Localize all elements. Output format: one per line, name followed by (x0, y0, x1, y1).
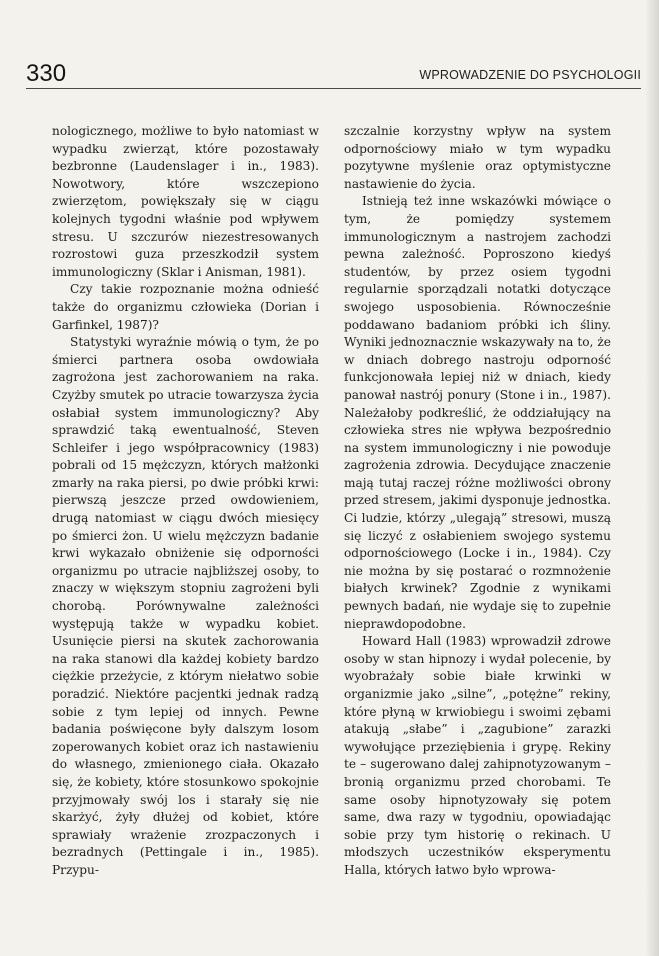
page-edge-shadow (645, 0, 659, 956)
header-rule (26, 88, 641, 89)
page-number: 330 (26, 60, 67, 87)
page-header (26, 58, 641, 94)
paragraph: Howard Hall (1983) wprowadził zdrowe osoby w stan hipnozy i wydał polecenie, by wyobrażały sobie białe krwinki w organizmie jako „silne”, „potężne” rekiny, które płyną w krwiobiegu i swoimi zębami atakują „słabe” i „zagubione” zarazki wywołujące przeziębienia i grypę. Rekiny te – sugerowano dalej zahipnotyzowanym – bronią organizmu przed chorobami. Te same osoby hipnotyzowały się potem same, dwa razy w tygodniu, opowiadając sobie przy tym historię o rekinach. U młodszych uczestników eksperymentu Halla, których łatwo było wprowa- (344, 634, 611, 877)
right-column (344, 123, 611, 880)
running-title: WPROWADZENIE DO PSYCHOLOGII (419, 68, 641, 82)
paragraph: Czy takie rozpoznanie można odnieść także do organizmu człowieka (Dorian i Garfinkel, 1987)? (52, 282, 319, 332)
left-column (52, 123, 319, 880)
paragraph: szczalnie korzystny wpływ na system odpornościowy miało w tym wypadku pozytywne myślenie oraz optymistyczne nastawienie do życia. (344, 124, 611, 191)
paragraph: Istnieją też inne wskazówki mówiące o tym, że pomiędzy systemem immunologicznym a nastrojem zachodzi pewna zależność. Poproszono kiedyś studentów, by przez osiem tygodni regularnie sporządzali notatki dotyczące swojego usposobienia. Równocześnie poddawano badaniom próbki ich śliny. Wyniki jednoznacznie wskazywały na to, że w dniach dobrego nastroju odporność funkcjonowała lepiej niż w dniach, kiedy panował nastrój ponury (Stone i in., 1987). Należałoby podkreślić, że oddziałujący na człowieka stres nie wpływa bezpośrednio na system immunologiczny i nie powoduje zagrożenia zdrowia. Decydujące znaczenie mają tutaj raczej różne możliwości obrony przed stresem, jakimi dysponuje jednostka. Ci ludzie, którzy „ulegają” stresowi, muszą się liczyć z osłabieniem swojego systemu odpornościowego (Locke i in., 1984). Czy nie można by się postarać o rozmnożenie białych krwinek? Zgodnie z wynikami pewnych badań, nie wydaje się to zupełnie nieprawdopodobne. (344, 194, 611, 631)
paragraph: nologicznego, możliwe to było natomiast w wypadku zwierząt, które pozostawały bezbronne (Laudenslager i in., 1983). Nowotwory, które wszczepiono zwierzętom, powiększały się w ciągu kolejnych tygodni właśnie pod wpływem stresu. U szczurów niezestresowanych rozrostowi guza przeszkodził system immunologiczny (Sklar i Anisman, 1981). (52, 124, 319, 279)
paragraph: Statystyki wyraźnie mówią o tym, że po śmierci partnera osoba owdowiała zagrożona jest zachorowaniem na raka. Czyżby smutek po utracie towarzysza życia osłabiał system immunologiczny? Aby sprawdzić taką ewentualność, Steven Schleifer i jego współpracownicy (1983) pobrali od 15 mężczyzn, których małżonki zmarły na raka piersi, po dwie próbki krwi: pierwszą jeszcze przed owdowieniem, drugą natomiast w ciągu dwóch miesięcy po śmierci żon. U wielu mężczyzn badanie krwi wykazało obniżenie się odporności organizmu po utracie najbliższej osoby, to znaczy w większym stopniu zagrożeni byli chorobą. Porównywalne zależności występują także w wypadku kobiet. Usunięcie piersi na skutek zachorowania na raka stanowi dla każdej kobiety bardzo ciężkie przeżycie, z którym niełatwo sobie poradzić. Niektóre pacjentki jednak radzą sobie z tym lepiej od innych. Pewne badania poświęcone były dalszym losom zoperowanych kobiet oraz ich nastawieniu do własnego, zmienionego ciała. Okazało się, że kobiety, które stosunkowo spokojnie przyjmowały swój los i starały się nie skarżyć, żyły dłużej od kobiet, które sprawiały wrażenie zrozpaczonych i bezradnych (Pettingale i in., 1985). Przypu- (52, 335, 319, 877)
